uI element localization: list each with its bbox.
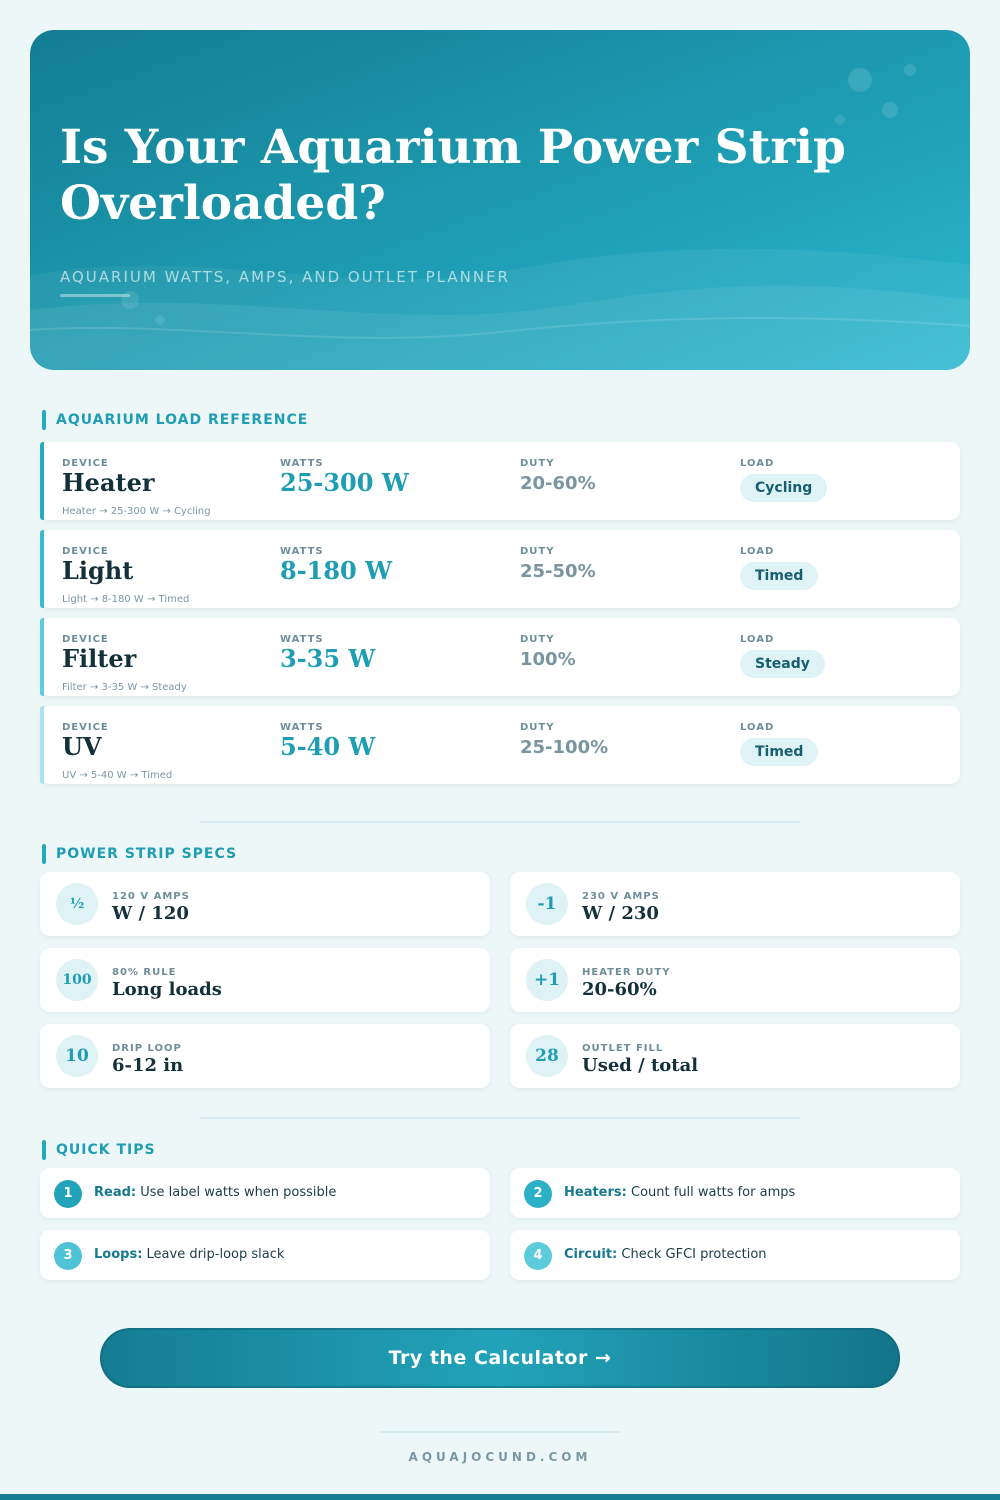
column-label-duty: DUTY — [520, 458, 555, 469]
device-name: Light — [62, 556, 134, 585]
device-duty: 25-100% — [520, 737, 609, 758]
spec-number: 10 — [56, 1035, 98, 1077]
section-divider — [200, 821, 800, 823]
tip-keyword: Loops: — [94, 1247, 143, 1262]
spec-label: HEATER DUTY — [582, 967, 671, 978]
column-label-watts: WATTS — [280, 722, 324, 733]
spec-label: OUTLET FILL — [582, 1043, 664, 1054]
section-heading-power-strip-specs: POWER STRIP SPECS — [42, 844, 237, 864]
spec-label: 80% RULE — [112, 967, 177, 978]
column-label-watts: WATTS — [280, 458, 324, 469]
device-formula: UV → 5-40 W → Timed — [62, 770, 173, 781]
try-calculator-button[interactable]: Try the Calculator → — [100, 1328, 900, 1388]
row-accent-bar — [40, 618, 44, 696]
device-name: Filter — [62, 644, 137, 673]
section-heading-load-reference: AQUARIUM LOAD REFERENCE — [42, 410, 308, 430]
load-badge: Timed — [740, 562, 818, 590]
spec-value: Long loads — [112, 979, 222, 1000]
page-subtitle: AQUARIUM WATTS, AMPS, AND OUTLET PLANNER — [60, 268, 510, 286]
device-row-heater — [40, 442, 960, 520]
row-accent-bar — [40, 530, 44, 608]
device-row-light — [40, 530, 960, 608]
device-watts: 8-180 W — [280, 556, 393, 585]
tip-number: 3 — [54, 1242, 82, 1270]
section-heading-quick-tips: QUICK TIPS — [42, 1140, 156, 1160]
tip-keyword: Heaters: — [564, 1185, 627, 1200]
column-label-duty: DUTY — [520, 546, 555, 557]
device-list — [40, 442, 960, 794]
device-name: UV — [62, 732, 102, 761]
tip-description: Count full watts for amps — [631, 1185, 796, 1200]
bottom-accent-bar — [0, 1494, 1000, 1500]
column-label-device: DEVICE — [62, 546, 109, 557]
footer-site-link[interactable]: AQUAJOCUND.COM — [408, 1450, 592, 1464]
tip-keyword: Read: — [94, 1185, 137, 1200]
device-duty: 20-60% — [520, 473, 596, 494]
tip-number: 4 — [524, 1242, 552, 1270]
footer-divider — [380, 1431, 620, 1433]
spec-label: 230 V AMPS — [582, 891, 660, 902]
spec-card-outlet-fill — [510, 1024, 960, 1088]
column-label-duty: DUTY — [520, 722, 555, 733]
column-label-load: LOAD — [740, 458, 775, 469]
spec-number: +1 — [526, 959, 568, 1001]
tip-text — [94, 1185, 336, 1200]
device-watts: 5-40 W — [280, 732, 376, 761]
spec-value: 6-12 in — [112, 1055, 184, 1076]
tip-text — [564, 1185, 795, 1200]
row-accent-bar — [40, 706, 44, 784]
column-label-load: LOAD — [740, 634, 775, 645]
spec-value: 20-60% — [582, 979, 657, 1000]
spec-value: W / 120 — [112, 903, 189, 924]
tip-text — [564, 1247, 767, 1262]
load-badge: Cycling — [740, 474, 827, 502]
device-watts: 3-35 W — [280, 644, 376, 673]
tip-description: Check GFCI protection — [621, 1247, 767, 1262]
spec-number: 28 — [526, 1035, 568, 1077]
tip-description: Use label watts when possible — [140, 1185, 337, 1200]
row-accent-bar — [40, 442, 44, 520]
spec-card-120v-amps — [40, 872, 490, 936]
column-label-device: DEVICE — [62, 458, 109, 469]
device-formula: Heater → 25-300 W → Cycling — [62, 506, 211, 517]
spec-number: -1 — [526, 883, 568, 925]
device-watts: 25-300 W — [280, 468, 409, 497]
spec-number: ½ — [56, 883, 98, 925]
load-badge: Timed — [740, 738, 818, 766]
tip-text — [94, 1247, 284, 1262]
tip-number: 2 — [524, 1180, 552, 1208]
spec-card-heater-duty — [510, 948, 960, 1012]
spec-value: W / 230 — [582, 903, 659, 924]
column-label-load: LOAD — [740, 722, 775, 733]
device-row-uv — [40, 706, 960, 784]
column-label-load: LOAD — [740, 546, 775, 557]
tip-keyword: Circuit: — [564, 1247, 618, 1262]
spec-card-drip-loop — [40, 1024, 490, 1088]
subtitle-underline — [60, 294, 130, 297]
spec-card-80-percent-rule — [40, 948, 490, 1012]
tip-card-read — [40, 1168, 490, 1218]
column-label-watts: WATTS — [280, 634, 324, 645]
column-label-device: DEVICE — [62, 722, 109, 733]
column-label-duty: DUTY — [520, 634, 555, 645]
section-divider — [200, 1117, 800, 1119]
column-label-device: DEVICE — [62, 634, 109, 645]
device-duty: 25-50% — [520, 561, 596, 582]
tip-description: Leave drip-loop slack — [146, 1247, 285, 1262]
tip-card-circuit — [510, 1230, 960, 1280]
device-formula: Filter → 3-35 W → Steady — [62, 682, 187, 693]
spec-label: DRIP LOOP — [112, 1043, 182, 1054]
device-row-filter — [40, 618, 960, 696]
load-badge: Steady — [740, 650, 825, 678]
column-label-watts: WATTS — [280, 546, 324, 557]
hero-banner — [30, 30, 970, 370]
tip-card-heaters — [510, 1168, 960, 1218]
device-duty: 100% — [520, 649, 576, 670]
page-title: Is Your Aquarium Power Strip Overloaded? — [60, 120, 846, 231]
spec-number: 100 — [56, 959, 98, 1001]
device-name: Heater — [62, 468, 155, 497]
spec-label: 120 V AMPS — [112, 891, 190, 902]
tip-number: 1 — [54, 1180, 82, 1208]
spec-card-230v-amps — [510, 872, 960, 936]
spec-value: Used / total — [582, 1055, 699, 1076]
device-formula: Light → 8-180 W → Timed — [62, 594, 190, 605]
tip-card-loops — [40, 1230, 490, 1280]
